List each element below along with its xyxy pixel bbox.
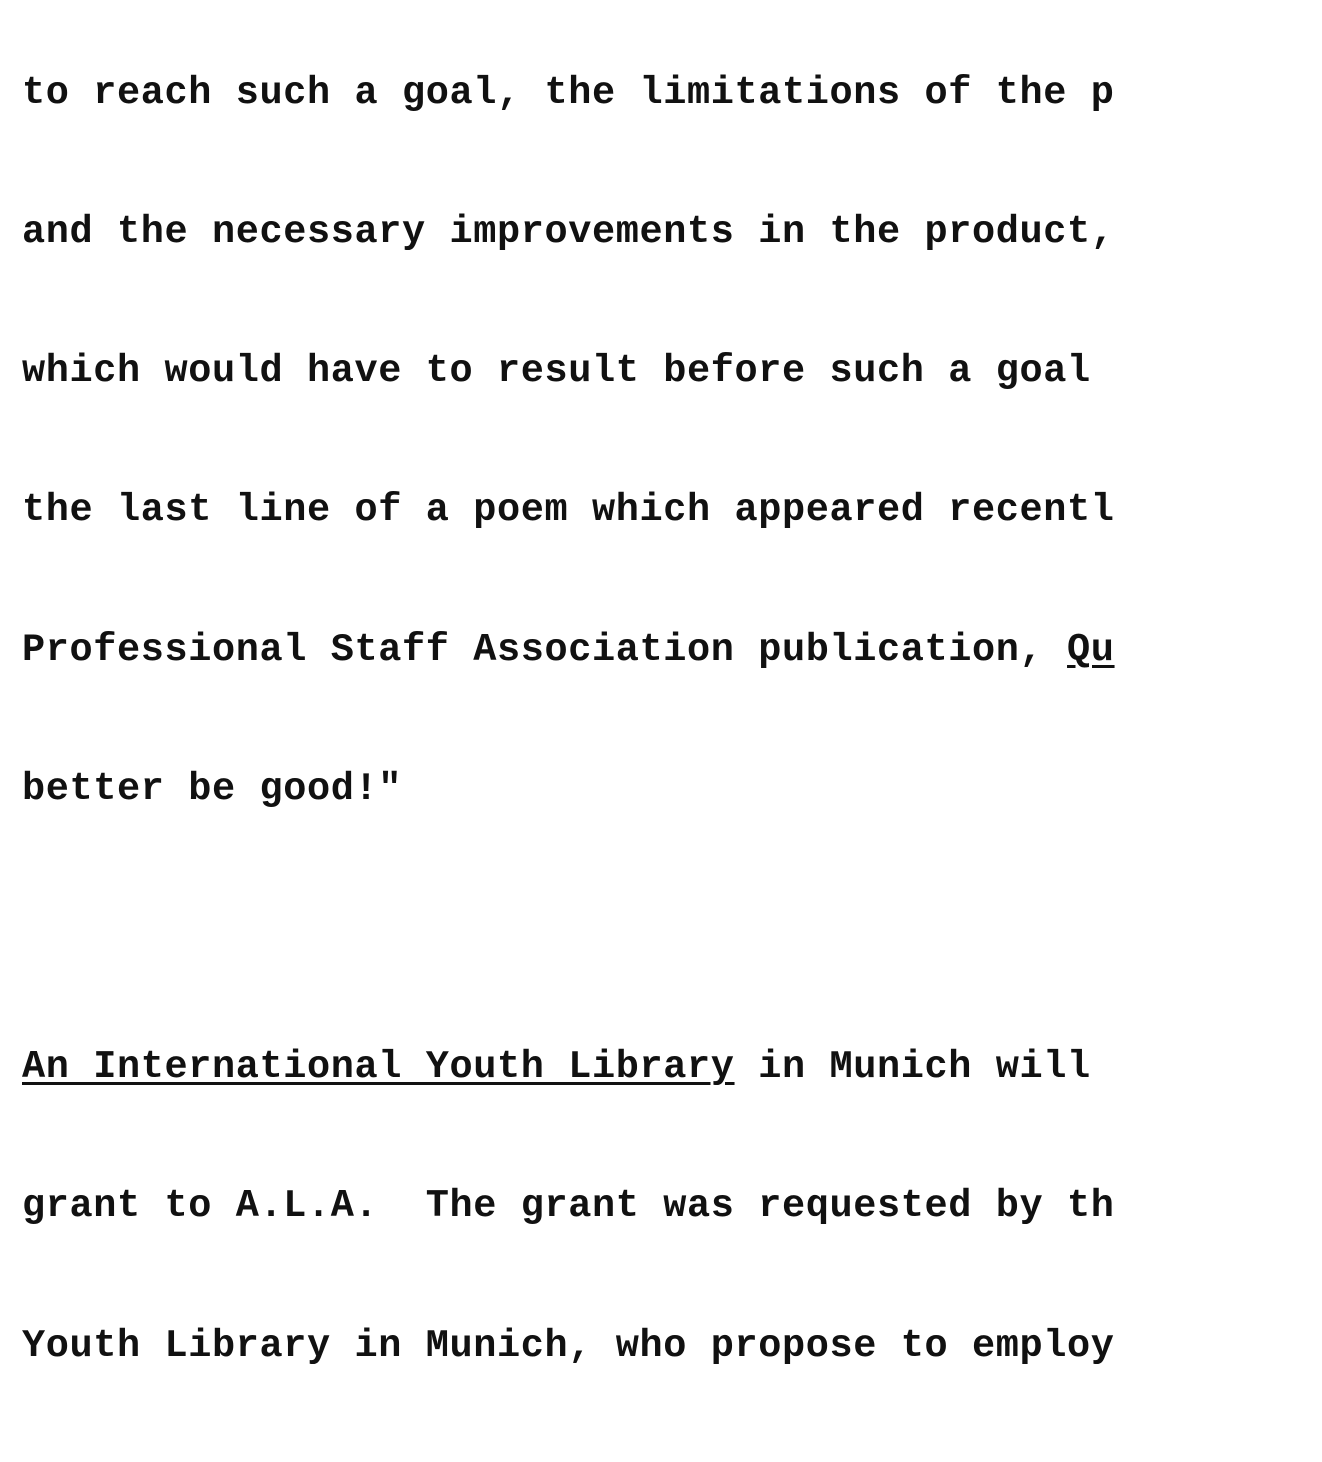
typewritten-text xyxy=(22,0,1322,1368)
text-line: grant to A.L.A. The grant was requested by th xyxy=(22,1184,1115,1229)
text-line: to reach such a goal, the limitations of the p xyxy=(22,70,1115,115)
text-line: and the necessary improvements in the product, xyxy=(22,210,1115,255)
section-heading: An International Youth Library xyxy=(22,1045,735,1090)
paragraph-break xyxy=(22,905,1322,951)
underlined-title-fragment: Qu xyxy=(1067,627,1115,672)
text-line xyxy=(22,627,1322,673)
text-line: better be good!" xyxy=(22,766,403,811)
text-line xyxy=(22,1044,1322,1090)
text-line: the last line of a poem which appeared recentl xyxy=(22,488,1115,533)
text-line: which would have to result before such a goal xyxy=(22,349,1091,394)
text-fragment: Professional Staff Association publication, xyxy=(22,627,1068,672)
text-fragment: in Munich will xyxy=(734,1045,1091,1090)
text-line: Youth Library in Munich, who propose to employ xyxy=(22,1323,1115,1368)
